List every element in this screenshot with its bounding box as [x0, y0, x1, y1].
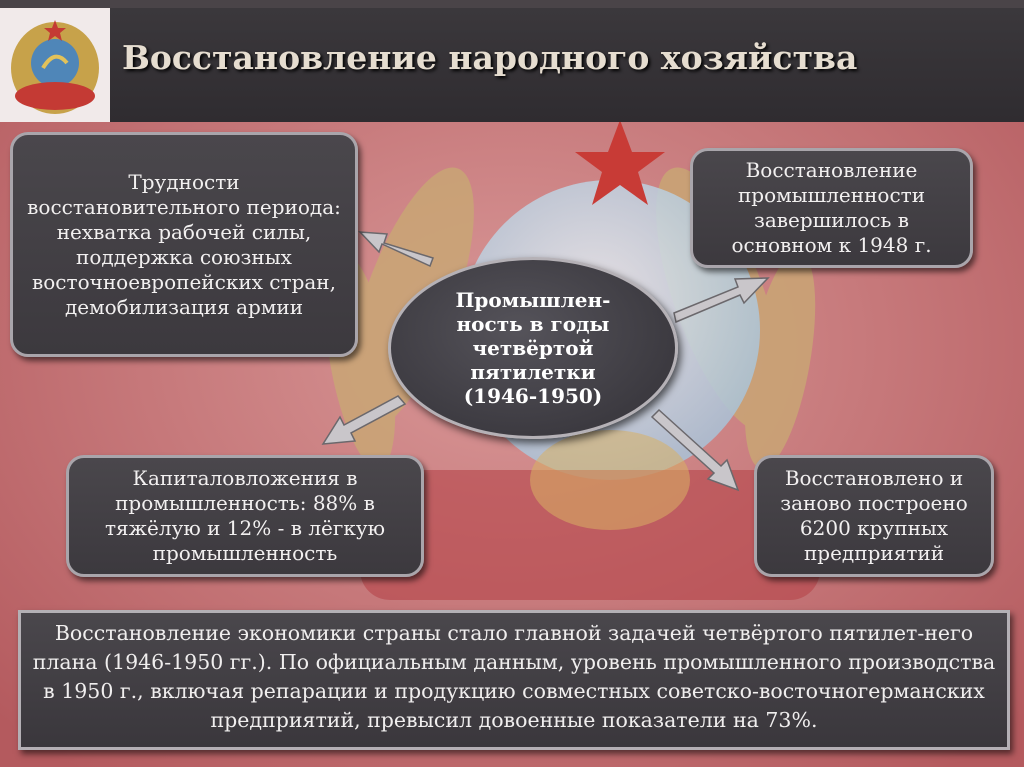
central-topic-text: Промышлен-ность в годы четвёртой пятилетки (1946-1950)	[455, 288, 611, 408]
emblem-box	[0, 8, 110, 122]
industry-restoration-text: Восстановление промышленности завершилось в основном к 1948 г.	[731, 158, 932, 257]
page-title: Восстановление народного хозяйства	[122, 38, 858, 77]
summary-box	[18, 610, 1010, 750]
header	[0, 0, 1024, 122]
ussr-emblem-icon	[0, 8, 110, 122]
difficulties-box	[10, 132, 358, 357]
enterprises-text: Восстановлено и заново построено 6200 крупных предприятий	[780, 466, 968, 565]
difficulties-text: Трудности восстановительного периода: нехватка рабочей силы, поддержка союзных восточноевропейских стран, демобилизация армии	[27, 169, 341, 319]
enterprises-box	[754, 455, 994, 577]
summary-text: Восстановление экономики страны стало главной задачей четвёртого пятилет-него плана (1946-1950 гг.). По официальным данным, уровень промышленного производства в 1950 г., включая репарации и продукцию совместных советско-восточногерманских предприятий, превысил довоенные показатели на 73%.	[32, 621, 996, 732]
capital-investment-box	[66, 455, 424, 577]
industry-restoration-box	[690, 148, 973, 268]
central-topic	[388, 257, 678, 439]
capital-investment-text: Капиталовложения в промышленность: 88% в тяжёлую и 12% - в лёгкую промышленность	[104, 466, 386, 565]
